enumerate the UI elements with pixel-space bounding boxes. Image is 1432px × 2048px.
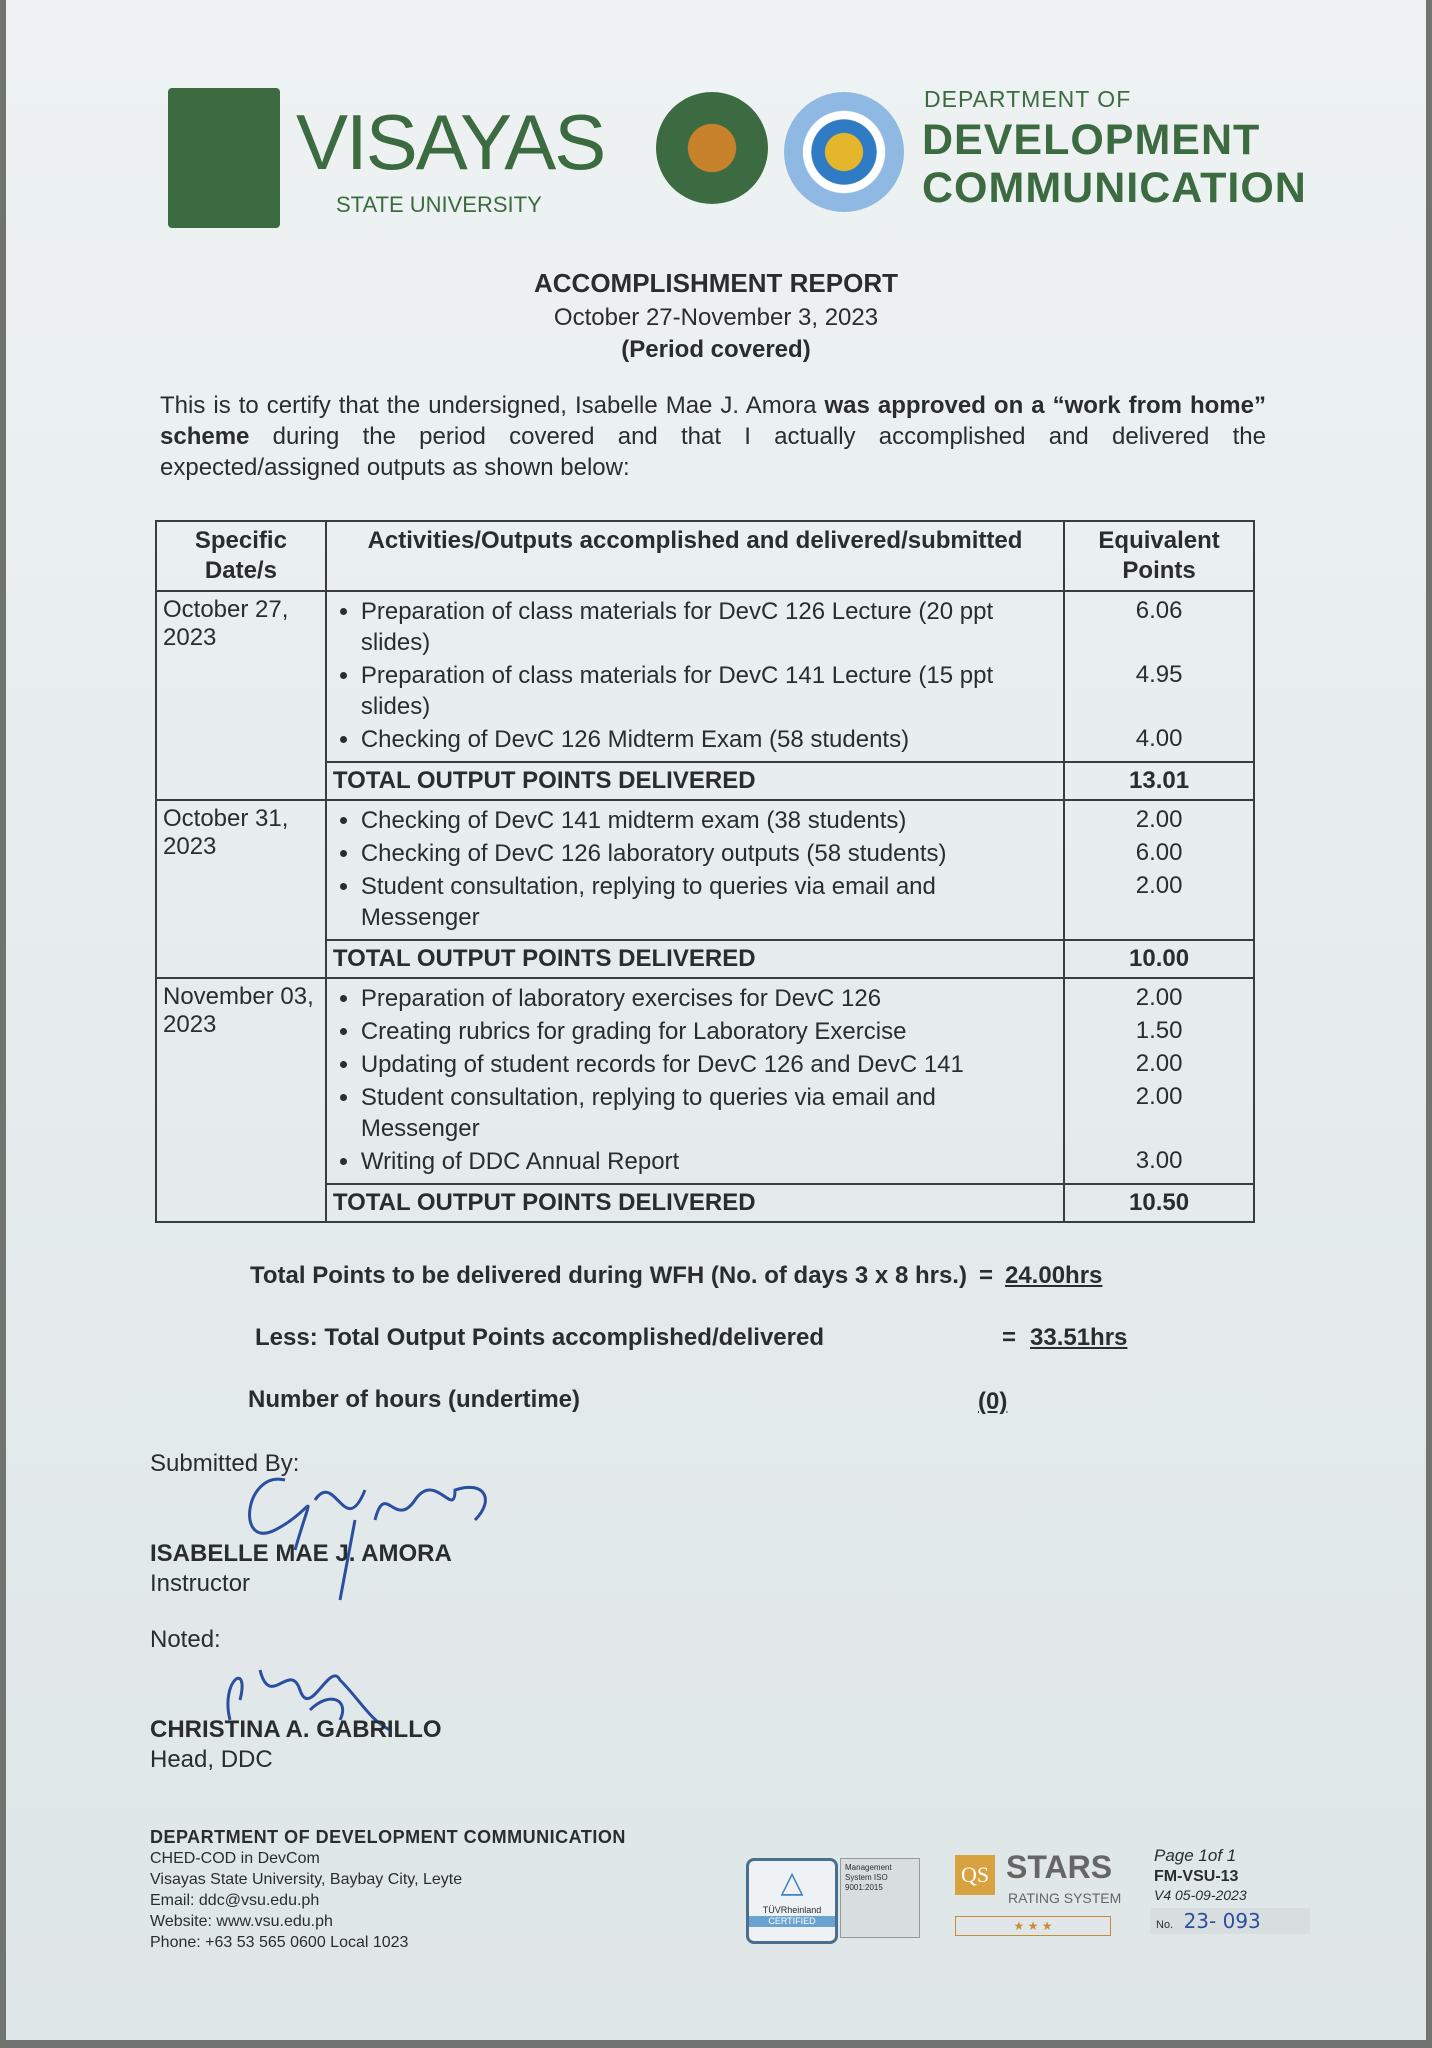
submitter-title: Instructor <box>150 1570 251 1597</box>
activity-item: • Student consultation, replying to queries via email and Messenger <box>361 1082 1057 1144</box>
points-value: 2.00 <box>1135 806 1183 833</box>
qs-rating-text: RATING SYSTEM <box>1008 1890 1122 1906</box>
header-points: Equivalent Points <box>1064 521 1254 591</box>
department-seal <box>784 92 904 212</box>
qs-stars-text: STARS <box>1006 1849 1113 1885</box>
total-value: 10.50 <box>1064 1184 1254 1222</box>
activity-item: • Student consultation, replying to queries via email and Messenger <box>361 871 1057 933</box>
noted-label: Noted: <box>150 1626 221 1653</box>
footer-dept: DEPARTMENT OF DEVELOPMENT COMMUNICATION <box>150 1827 626 1847</box>
date-cell: October 27, 2023 <box>156 591 326 800</box>
summary-total-value: 24.00hrs <box>1004 1262 1103 1289</box>
report-period: October 27-November 3, 2023 <box>553 304 879 331</box>
points-value: 6.06 <box>1135 597 1183 624</box>
points-cell <box>1064 591 1254 762</box>
control-number-label: No. <box>1156 1919 1174 1931</box>
intro-bold: was approved on a “work from home” scheme <box>160 392 1266 450</box>
activities-cell <box>326 978 1064 1184</box>
university-name: VISAYAS <box>296 98 605 186</box>
activity-item: • Creating rubrics for grading for Laboratory Exercise <box>361 1016 1057 1047</box>
activity-item: • Checking of DevC 126 Midterm Exam (58 students) <box>361 724 1057 755</box>
report-title: ACCOMPLISHMENT REPORT <box>534 268 898 298</box>
points-value: 4.00 <box>1135 725 1183 752</box>
star-rating: ★ ★ ★ <box>955 1916 1111 1936</box>
activities-cell <box>326 591 1064 762</box>
summary-total-row <box>250 1262 1102 1290</box>
points-value: 1.50 <box>1135 1017 1183 1044</box>
iso-badge: Management System ISO 9001:2015 <box>840 1858 920 1938</box>
points-cell <box>1064 800 1254 940</box>
form-number: FM-VSU-13 <box>1154 1868 1239 1885</box>
table-row <box>156 800 1254 940</box>
points-value: 2.00 <box>1135 1083 1183 1110</box>
summary-total-label: Total Points to be delivered during WFH (No. of days 3 x 8 hrs.) <box>250 1262 967 1289</box>
accomplishment-table <box>155 520 1255 1223</box>
activity-item: • Preparation of laboratory exercises for DevC 126 <box>361 983 1057 1014</box>
summary-total-eq: = <box>978 1262 993 1289</box>
date-cell: November 03, 2023 <box>156 978 326 1222</box>
points-cell <box>1064 978 1254 1184</box>
summary-delivered-eq: = <box>1002 1324 1017 1351</box>
undertime-value: (0) <box>978 1388 1008 1415</box>
total-value: 10.00 <box>1064 940 1254 978</box>
dept-name <box>922 116 1307 212</box>
period-label: (Period covered) <box>621 336 811 363</box>
submitter-name: ISABELLE MAE J. AMORA <box>150 1540 452 1567</box>
qs-logo: QS <box>955 1855 995 1895</box>
intro-text: This is to certify that the undersigned, Isabelle Mae J. Amora <box>160 392 825 419</box>
vsu-logo <box>168 88 280 228</box>
footer-phone: Phone: +63 53 565 0600 Local 1023 <box>150 1934 409 1951</box>
intro-text: during the period covered and that I actually accomplished and delivered the expected/assigned outputs as shown below: <box>160 423 1266 481</box>
college-seal <box>656 92 768 204</box>
noter-name: CHRISTINA A. GABRILLO <box>150 1716 442 1743</box>
activity-item: • Preparation of class materials for DevC 126 Lecture (20 ppt slides) <box>361 596 1057 658</box>
footer-line: CHED-COD in DevCom <box>150 1850 320 1867</box>
activity-item: • Updating of student records for DevC 126 and DevC 141 <box>361 1049 1057 1080</box>
tuv-certified: CERTIFIED <box>749 1916 835 1927</box>
activity-item: • Preparation of class materials for DevC 141 Lecture (15 ppt slides) <box>361 660 1057 722</box>
dept-line2: DEVELOPMENT <box>922 116 1261 164</box>
table-row <box>156 978 1254 1184</box>
points-value: 3.00 <box>1135 1147 1183 1174</box>
table-row <box>156 591 1254 762</box>
page-number: Page 1of 1 <box>1154 1846 1237 1865</box>
triangle-icon: △ <box>780 1866 804 1899</box>
summary-delivered-label: Less: Total Output Points accomplished/delivered <box>255 1324 824 1351</box>
total-label: TOTAL OUTPUT POINTS DELIVERED <box>326 940 1064 978</box>
points-value: 2.00 <box>1135 872 1183 899</box>
tuv-text: TÜVRheinland <box>762 1905 822 1915</box>
control-number-value: 23- 093 <box>1183 1909 1261 1933</box>
points-value: 6.00 <box>1135 839 1183 866</box>
total-label: TOTAL OUTPUT POINTS DELIVERED <box>326 762 1064 800</box>
header-date: Specific Date/s <box>156 521 326 591</box>
control-number <box>1150 1908 1310 1934</box>
university-subtitle: STATE UNIVERSITY <box>336 192 542 217</box>
submitter-signature <box>225 1460 505 1610</box>
tuv-certification-logo <box>746 1858 838 1944</box>
footer-email: Email: ddc@vsu.edu.ph <box>150 1892 320 1909</box>
undertime-label: Number of hours (undertime) <box>248 1386 581 1413</box>
footer-line: Visayas State University, Baybay City, Leyte <box>150 1871 463 1888</box>
points-value: 2.00 <box>1135 984 1183 1011</box>
activity-item: • Checking of DevC 126 laboratory outputs (58 students) <box>361 838 1057 869</box>
summary-delivered-value: 33.51hrs <box>1030 1324 1128 1351</box>
footer-website: Website: www.vsu.edu.ph <box>150 1913 333 1930</box>
date-cell: October 31, 2023 <box>156 800 326 978</box>
points-value: 2.00 <box>1135 1050 1183 1077</box>
activity-item: • Writing of DDC Annual Report <box>361 1146 1057 1177</box>
certification-paragraph <box>160 390 1266 483</box>
points-value: 4.95 <box>1135 661 1183 688</box>
total-value: 13.01 <box>1064 762 1254 800</box>
total-label: TOTAL OUTPUT POINTS DELIVERED <box>326 1184 1064 1222</box>
footer-address <box>150 1826 626 1953</box>
header-activities: Activities/Outputs accomplished and delivered/submitted <box>326 521 1064 591</box>
dept-line3: COMMUNICATION <box>922 164 1307 212</box>
dept-line1: DEPARTMENT OF <box>924 86 1132 112</box>
noter-title: Head, DDC <box>150 1746 273 1773</box>
activity-item: • Checking of DevC 141 midterm exam (38 students) <box>361 805 1057 836</box>
submitted-label: Submitted By: <box>150 1450 300 1477</box>
form-version: V4 05-09-2023 <box>1154 1887 1247 1903</box>
activities-cell <box>326 800 1064 940</box>
